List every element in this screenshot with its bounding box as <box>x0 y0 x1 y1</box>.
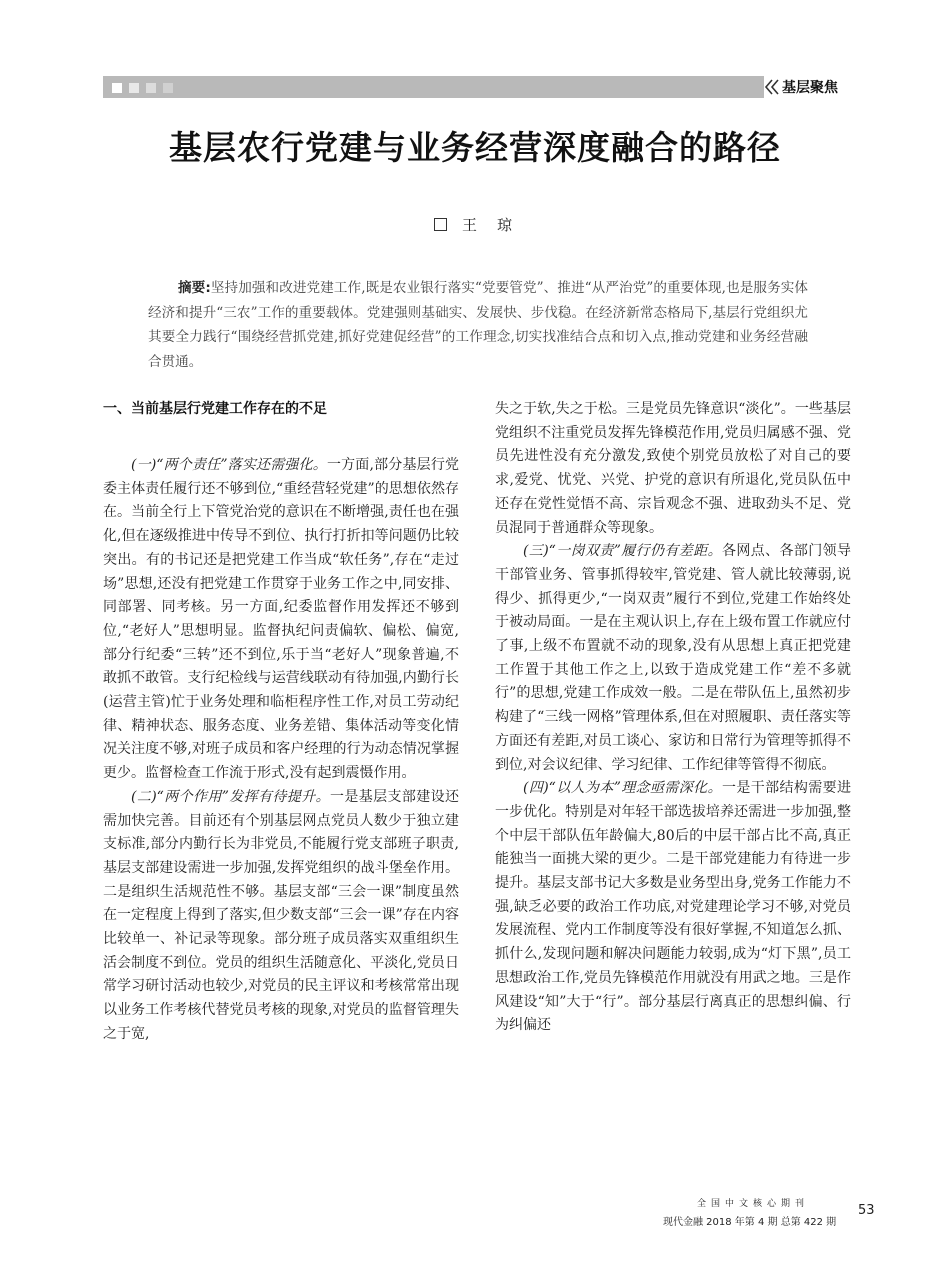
section-heading: 一、当前基层行党建工作存在的不足 <box>103 401 327 417</box>
paragraph <box>103 786 459 1047</box>
double-chevron-left-icon <box>764 79 780 95</box>
left-column <box>103 398 459 1047</box>
paragraph <box>495 777 851 1038</box>
header-square-decoration <box>129 83 139 93</box>
page-number: 53 <box>858 1203 875 1218</box>
article-title: 基层农行党建与业务经营深度融合的路径 <box>169 128 781 167</box>
section-tag-label: 基层聚焦 <box>782 80 838 96</box>
section-tag <box>764 76 847 98</box>
journal-issue: 现代金融 2018 年第 4 期 总第 422 期 <box>663 1217 837 1228</box>
right-column <box>495 398 851 1038</box>
abstract-label: 摘要: <box>178 280 211 296</box>
author-box-icon <box>434 218 447 231</box>
article-author: 王琼 <box>462 216 533 234</box>
header-square-decoration <box>146 83 156 93</box>
header-square-decoration <box>112 83 122 93</box>
journal-label: 全国中文核心期刊 <box>663 1196 843 1209</box>
header-square-decoration <box>163 83 173 93</box>
paragraph-text: 一是干部结构需要进一步优化。特别是对年轻干部选拔培养还需进一步加强,整个中层干部队伍年龄偏大,80后的中层干部占比不高,真正能独当一面挑大梁的更少。二是干部党建能力有待进一步提升。基层支部书记大多数是业务型出身,党务工作能力不强,缺乏必要的政治工作功底,对党建理论学习不够,对党员发展流程、党内工作制度等没有很好掌握,不知道怎么抓、抓什么,发现问题和解决问题能力较弱,成为“灯下黑”,员工思想政治工作,党员先锋模范作用就没有用武之地。三是作风建设“知”大于“行”。部分基层行离真正的思想纠偏、行为纠偏还 <box>495 780 851 1034</box>
subsection-heading: (二)“两个作用”发挥有待提升。 <box>131 788 330 805</box>
paragraph-continuation: 失之于软,失之于松。三是党员先锋意识“淡化”。一些基层党组织不注重党员发挥先锋模范作用,党员归属感不强、党员先进性没有充分激发,致使个别党员放松了对自己的要求,爱党、忧党、兴党、护党的意识有所退化,党员队伍中还存在党性觉悟不高、宗旨观念不强、进取劲头不足、党员混同于普通群众等现象。 <box>495 401 851 536</box>
header-band <box>103 76 847 98</box>
abstract <box>148 276 808 374</box>
paragraph-text: 一是基层支部建设还需加快完善。目前还有个别基层网点党员人数少于独立建支标准,部分内勤行长为非党员,不能履行党支部班子职责,基层支部建设需进一步加强,发挥党组织的战斗堡垒作用。二是组织生活规范性不够。基层支部“三会一课”制度虽然在一定程度上得到了落实,但少数支部“三会一课”存在内容比较单一、补记录等现象。部分班子成员落实双重组织生活会制度不到位。党员的组织生活随意化、平淡化,党员日常学习研讨活动也较少,对党员的民主评议和考核常常出现以业务工作考核代替党员考核的现象,对党员的监督管理失之于宽, <box>103 788 459 1042</box>
subsection-heading: (一)“两个责任”落实还需强化。 <box>131 457 327 473</box>
abstract-text: 坚持加强和改进党建工作,既是农业银行落实“党要管党”、推进“从严治党”的重要体现,也是服务实体经济和提升“三农”工作的重要载体。党建强则基础实、发展快、步伐稳。在经济新常态格局下,基层行党组织尤其要全力践行“围绕经营抓党建,抓好党建促经营”的工作理念,切实找准结合点和切入点,推动党建和业务经营融合贯通。 <box>148 280 809 370</box>
paragraph <box>103 454 459 786</box>
subsection-heading: (三)“一岗双责”履行仍有差距。 <box>523 543 722 560</box>
paragraph-text: 一方面,部分基层行党委主体责任履行还不够到位,“重经营轻党建”的思想依然存在。当前全行上下管党治党的意识在不断增强,责任也在强化,但在逐级推进中传导不到位、执行打折扣等问题仍比较突出。有的书记还是把党建工作当成“软任务”,存在“走过场”思想,还没有把党建工作贯穿于业务工作之中,同安排、同部署、同考核。另一方面,纪委监督作用发挥还不够到位,“老好人”思想明显。监督执纪问责偏软、偏松、偏宽,部分行纪委“三转”还不到位,乐于当“老好人”现象普遍,不敢抓不敢管。支行纪检线与运营线联动有待加强,内勤行长(运营主管)忙于业务处理和临柜程序性工作,对员工劳动纪律、精神状态、服务态度、业务差错、集体活动等变化情况关注度不够,对班子成员和客户经理的行为动态情况掌握更少。监督检查工作流于形式,没有起到震慑作用。 <box>103 457 459 782</box>
paragraph-text: 各网点、各部门领导干部管业务、管事抓得较牢,管党建、管人就比较薄弱,说得少、抓得更少,“一岗双责”履行不到位,党建工作始终处于被动局面。一是在主观认识上,存在上级布置工作就应付了事,上级不布置就不动的现象,没有从思想上真正把党建工作置于其他工作之上,以致于造成党建工作“差不多就行”的思想,党建工作成效一般。二是在带队伍上,虽然初步构建了“三线一网格”管理体系,但在对照履职、责任落实等方面还有差距,对员工谈心、家访和日常行为管理等抓得不到位,对会议纪律、学习纪律、工作纪律等管得不彻底。 <box>495 543 851 773</box>
paragraph <box>495 540 851 777</box>
subsection-heading: (四)“以人为本”理念亟需深化。 <box>523 780 722 797</box>
